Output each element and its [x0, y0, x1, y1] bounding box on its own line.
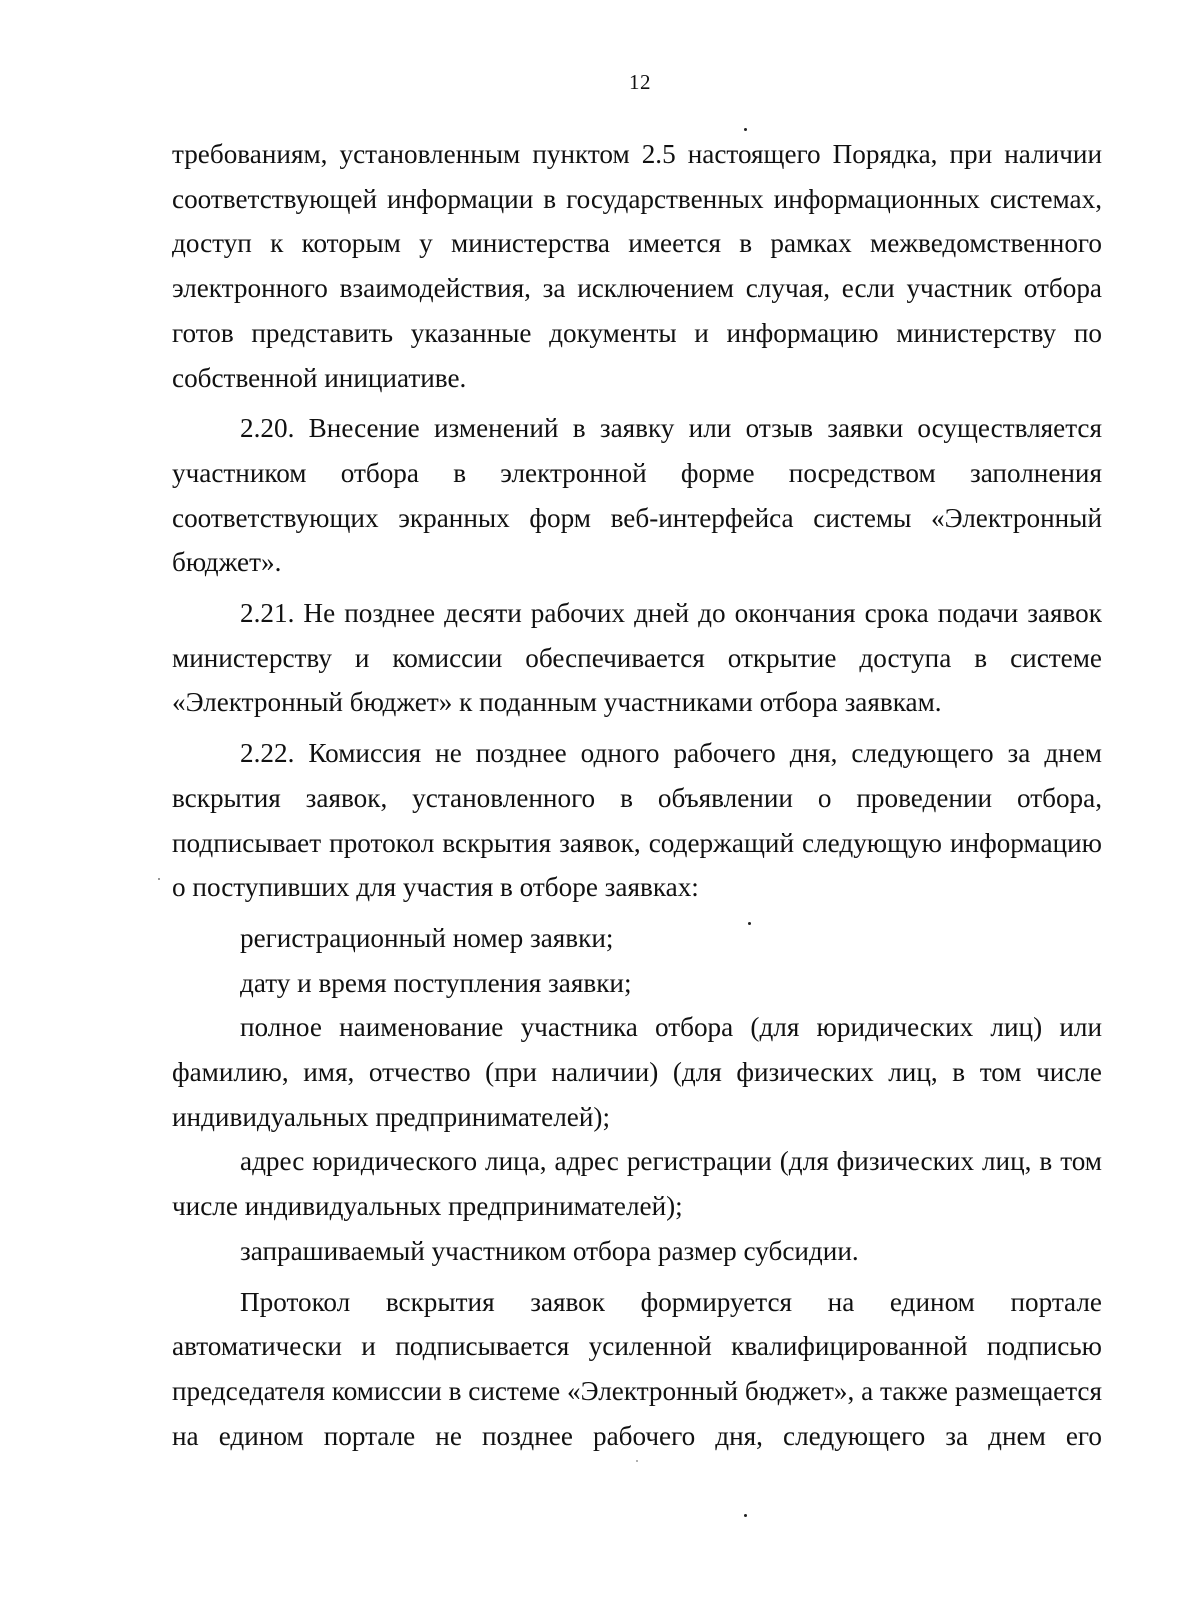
list-item-full-name: полное наименование участника отбора (для юридических лиц) или фамилию, имя, отчество (при наличии) (для физических лиц, в том числе индивидуальных предпринимателей); — [172, 1012, 1102, 1132]
scan-speck — [744, 128, 747, 131]
list-item-date-time: дату и время поступления заявки; — [240, 967, 632, 998]
paragraph-protocol — [172, 1280, 1102, 1459]
paragraph-2-22: 2.22. Комиссия не позднее одного рабочего дня, следующего за днем вскрытия заявок, установленного в объявлении о проведении отбора, подписывает протокол вскрытия заявок, содержащий следующую информацию о поступивших для участия в отборе заявках: — [172, 738, 1102, 903]
list-item-address: адрес юридического лица, адрес регистрации (для физических лиц, в том числе индивидуальных предпринимателей); — [172, 1146, 1102, 1222]
paragraph-continuation: требованиям, установленным пунктом 2.5 настоящего Порядка, при наличии соответствующей информации в государственных информационных системах, доступ к которым у министерства имеется в рамках межведомственного электронного взаимодействия, за исключением случая, если участник отбора готов представить указанные документы и информацию министерству по собственной инициативе. — [172, 139, 1102, 393]
scan-speck — [636, 1460, 638, 1462]
scan-speck — [748, 922, 751, 925]
document-body — [172, 132, 1102, 1458]
list-item-registration-number: регистрационный номер заявки; — [240, 922, 614, 953]
scan-speck — [158, 878, 160, 880]
scan-speck — [744, 1514, 747, 1517]
paragraph-2-21: 2.21. Не позднее десяти рабочих дней до окончания срока подачи заявок министерству и комиссии обеспечивается открытие доступа в системе «Электронный бюджет» к поданным участниками отбора заявкам. — [172, 598, 1102, 718]
page-number: 12 — [629, 70, 651, 94]
paragraph-2-20: 2.20. Внесение изменений в заявку или отзыв заявки осуществляется участником отбора в электронной форме посредством заполнения соответствующих экранных форм веб-интерфейса системы «Электронный бюджет». — [172, 413, 1102, 578]
paragraph-protocol-text: Протокол вскрытия заявок формируется на едином портале автоматически и подписывается усиленной квалифицированной подписью председателя комиссии в системе «Электронный бюджет», а также размещается на едином портале не позднее рабочего дня, следующего за днем его — [172, 1286, 1102, 1451]
list-item-subsidy-amount: запрашиваемый участником отбора размер субсидии. — [240, 1235, 859, 1266]
